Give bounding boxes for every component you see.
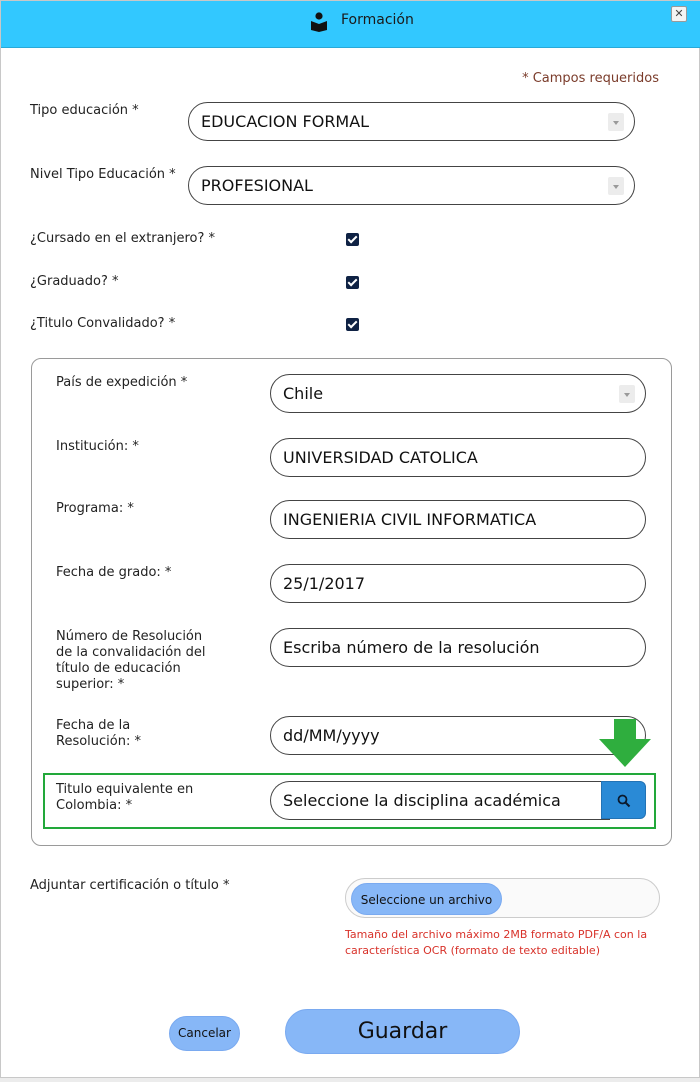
titulo-equivalente-label [56,782,193,814]
label-line: título de educación [56,661,181,676]
extranjero-label: ¿Cursado en el extranjero? * [30,231,216,246]
label-line: Colombia: * [56,798,133,813]
close-button[interactable]: ✕ [671,6,687,22]
label-line: de la convalidación del [56,645,206,660]
book-reader-icon [310,12,328,32]
cancel-button[interactable]: Cancelar [169,1016,240,1051]
save-button[interactable]: Guardar [285,1009,520,1054]
note-line: característica OCR (formato de texto editable) [345,944,600,957]
required-fields-note: * Campos requeridos [522,71,659,86]
note-line: Tamaño del archivo máximo 2MB formato PDF/A con la [345,928,648,941]
titulo-equivalente-input[interactable]: Seleccione la disciplina académica [270,781,610,820]
label-line: Resolución: * [56,734,141,749]
convalidado-checkbox[interactable] [346,318,359,331]
file-size-note [345,927,665,959]
fecha-resolucion-input[interactable]: dd/MM/yyyy [270,716,646,755]
search-button[interactable] [601,781,646,819]
chevron-down-icon [608,177,624,195]
nivel-tipo-educacion-label: Nivel Tipo Educación * [30,167,176,182]
pais-value: Chile [283,384,324,403]
tipo-educacion-label: Tipo educación * [30,103,139,118]
search-icon [617,794,631,808]
graduado-checkbox[interactable] [346,276,359,289]
programa-input[interactable]: INGENIERIA CIVIL INFORMATICA [270,500,646,539]
title-bar [1,1,700,48]
adjuntar-label: Adjuntar certificación o título * [30,878,230,893]
fecha-grado-label: Fecha de grado: * [56,565,172,580]
fecha-resolucion-label [56,718,141,750]
extranjero-checkbox[interactable] [346,233,359,246]
tipo-educacion-select[interactable] [188,102,635,141]
convalidado-label: ¿Titulo Convalidado? * [30,316,176,331]
graduado-label: ¿Graduado? * [30,274,119,289]
pais-label: País de expedición * [56,375,188,390]
chevron-down-icon [619,385,635,403]
institucion-label: Institución: * [56,439,139,454]
file-upload [345,878,660,918]
programa-label: Programa: * [56,501,134,516]
numero-resolucion-input[interactable]: Escriba número de la resolución [270,628,646,667]
dialog-title: Formación [341,12,414,28]
label-line: Número de Resolución [56,629,203,644]
fecha-grado-input[interactable]: 25/1/2017 [270,564,646,603]
label-line: superior: * [56,677,125,692]
numero-resolucion-label [56,629,205,693]
pais-select[interactable] [270,374,646,413]
arrow-down-icon [599,719,651,767]
chevron-down-icon [608,113,624,131]
nivel-tipo-educacion-value: PROFESIONAL [201,176,313,195]
label-line: Fecha de la [56,718,131,733]
nivel-tipo-educacion-select[interactable] [188,166,635,205]
label-line: Titulo equivalente en [56,782,194,797]
select-file-button[interactable]: Seleccione un archivo [351,883,502,915]
tipo-educacion-value: EDUCACION FORMAL [201,112,370,131]
institucion-input[interactable]: UNIVERSIDAD CATOLICA [270,438,646,477]
